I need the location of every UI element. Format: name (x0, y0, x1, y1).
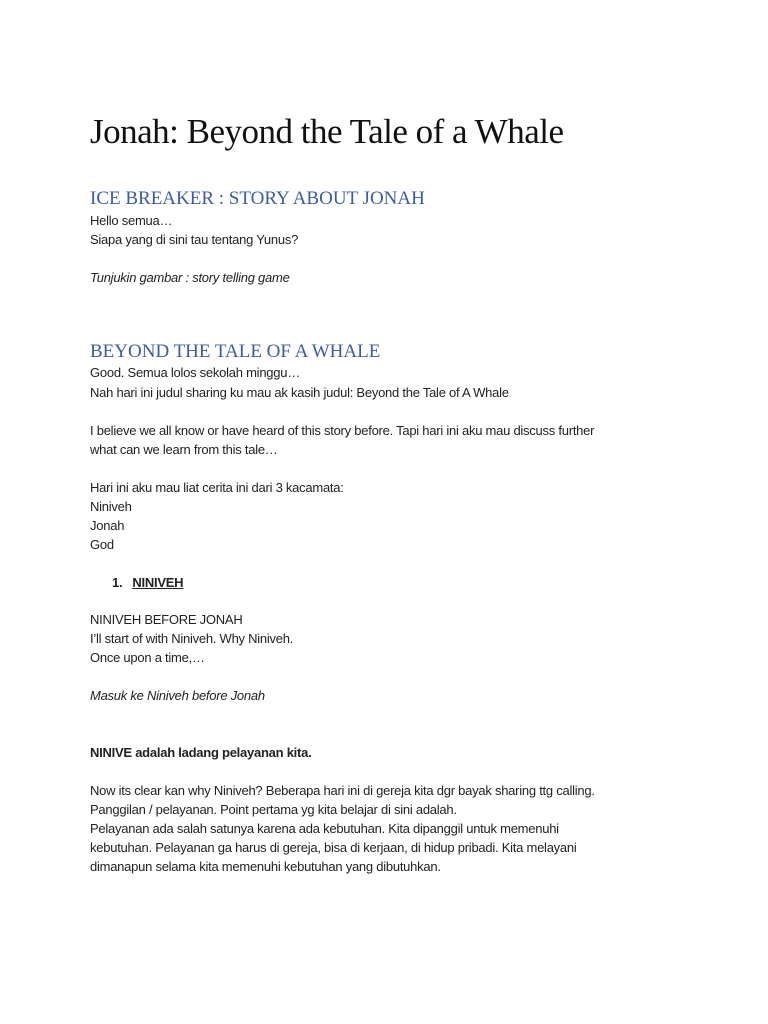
text-line: Jonah (90, 518, 125, 533)
paragraph-line: Now its clear kan why Niniveh? Beberapa hari ini di gereja kita dgr bayak sharing ttg calling. (90, 783, 595, 798)
text-line: I believe we all know or have heard of this story before. Tapi hari ini aku mau discuss further (90, 423, 595, 438)
list-label: NINIVEH (132, 575, 184, 590)
paragraph-line: Panggilan / pelayanan. Point pertama yg kita belajar di sini adalah. (90, 802, 457, 817)
paragraph-line: dimanapun selama kita memenuhi kebutuhan yang dibutuhkan. (90, 859, 441, 874)
document-title: Jonah: Beyond the Tale of a Whale (90, 112, 564, 151)
list-number: 1. (112, 575, 123, 590)
text-line: Nah hari ini judul sharing ku mau ak kasih judul: Beyond the Tale of A Whale (90, 385, 509, 400)
text-line: God (90, 537, 114, 552)
text-line: Siapa yang di sini tau tentang Yunus? (90, 232, 299, 247)
text-line: NINIVEH BEFORE JONAH (90, 612, 243, 627)
list-item-niniveh (112, 574, 183, 592)
heading-beyond-tale: BEYOND THE TALE OF A WHALE (90, 341, 381, 362)
text-line: Niniveh (90, 499, 132, 514)
text-line: Hari ini aku mau liat cerita ini dari 3 kacamata: (90, 480, 344, 495)
text-line: Hello semua… (90, 213, 173, 228)
paragraph-line: kebutuhan. Pelayanan ga harus di gereja, bisa di kerjaan, di hidup pribadi. Kita melayani (90, 840, 577, 855)
italic-note: Tunjukin gambar : story telling game (90, 270, 290, 285)
paragraph-line: Pelayanan ada salah satunya karena ada kebutuhan. Kita dipanggil untuk memenuhi (90, 821, 559, 836)
heading-ice-breaker: ICE BREAKER : STORY ABOUT JONAH (90, 188, 425, 209)
bold-statement: NINIVE adalah ladang pelayanan kita. (90, 745, 312, 760)
text-line: Once upon a time,… (90, 650, 205, 665)
text-line: I’ll start of with Niniveh. Why Niniveh. (90, 631, 294, 646)
italic-note: Masuk ke Niniveh before Jonah (90, 688, 265, 703)
text-line: Good. Semua lolos sekolah minggu… (90, 365, 300, 380)
text-line: what can we learn from this tale… (90, 442, 278, 457)
